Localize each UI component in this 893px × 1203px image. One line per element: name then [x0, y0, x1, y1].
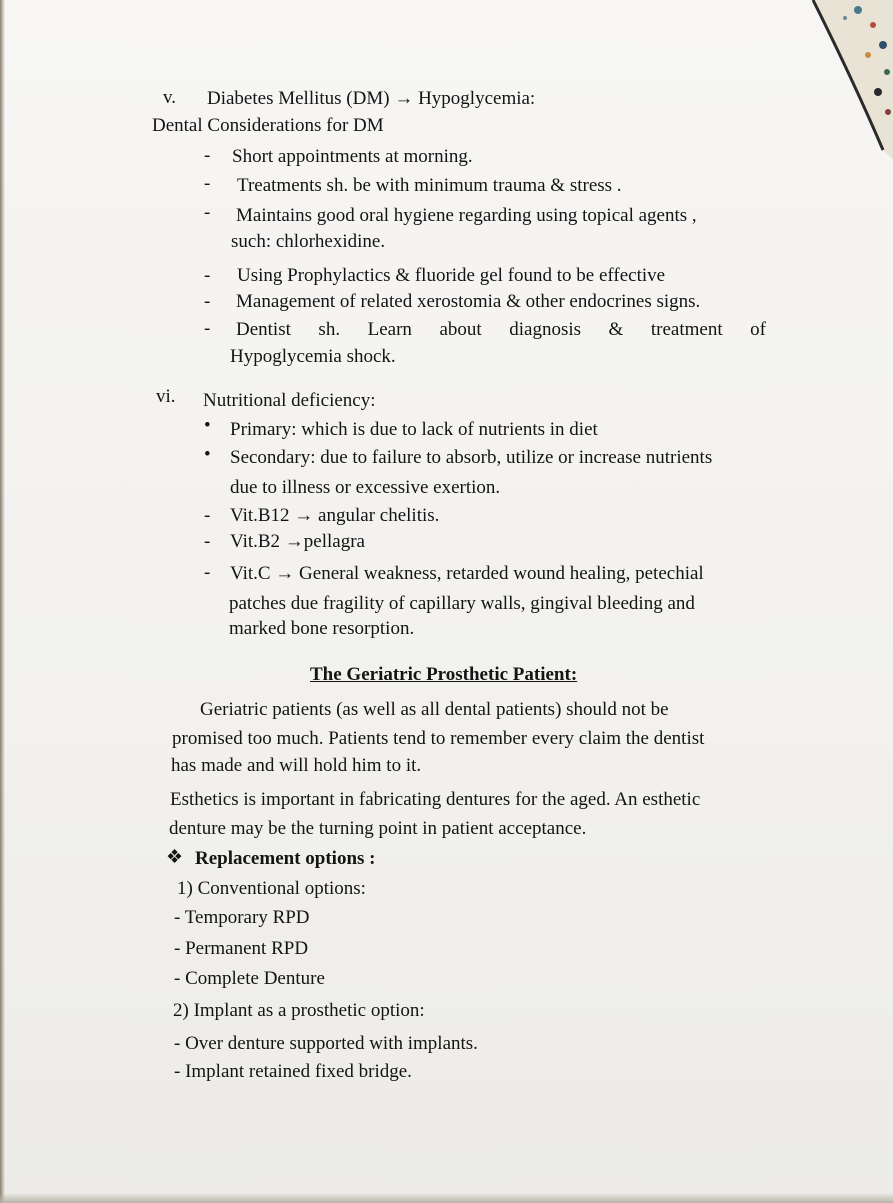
- list-item: Vit.B2 →pellagra: [230, 531, 365, 552]
- list-item-continuation: due to illness or excessive exertion.: [230, 477, 501, 498]
- list-item: Using Prophylactics & fluoride gel found to be effective: [237, 265, 666, 286]
- dash-bullet: -: [204, 318, 211, 339]
- list-item: Vit.C → General weakness, retarded wound healing, petechial: [230, 563, 704, 584]
- list-item: [236, 204, 766, 228]
- list-item: Management of related xerostomia & other endocrines signs.: [236, 291, 701, 312]
- list-item: - Complete Denture: [174, 968, 325, 989]
- dash-bullet: -: [204, 145, 211, 166]
- dash-bullet: -: [204, 291, 211, 312]
- dash-bullet: -: [204, 505, 211, 526]
- list-item: Dentist sh. Learn about diagnosis & treatment of: [236, 319, 766, 340]
- list-item: - Permanent RPD: [174, 938, 309, 959]
- dash-bullet: -: [204, 202, 211, 223]
- replacement-heading: Replacement options :: [195, 848, 376, 869]
- list-item: Vit.B12 → angular chelitis.: [230, 505, 440, 526]
- implant-heading: 2) Implant as a prosthetic option:: [173, 1000, 425, 1021]
- round-bullet: •: [204, 415, 211, 436]
- list-item-continuation: such: chlorhexidine.: [231, 231, 386, 252]
- section-title: The Geriatric Prosthetic Patient:: [310, 664, 578, 685]
- diamond-bullet-icon: ❖: [166, 847, 184, 868]
- page-bottom-edge: [0, 1193, 893, 1203]
- paragraph-line: Geriatric patients (as well as all dental patients) should not be: [200, 699, 669, 720]
- paragraph-line: Esthetics is important in fabricating dentures for the aged. An esthetic: [170, 789, 701, 810]
- list-item-continuation: Hypoglycemia shock.: [230, 346, 396, 367]
- list-item: Primary: which is due to lack of nutrients in diet: [230, 419, 598, 440]
- folded-corner-decoration: [783, 0, 893, 160]
- paragraph-line: has made and will hold him to it.: [171, 755, 422, 776]
- paragraph-line: denture may be the turning point in patient acceptance.: [169, 818, 587, 839]
- paragraph-line: promised too much. Patients tend to remember every claim the dentist: [172, 728, 705, 749]
- section-vi-number: vi.: [156, 386, 176, 407]
- section-v-heading: Diabetes Mellitus (DM) → Hypoglycemia:: [207, 88, 536, 109]
- section-vi-heading: Nutritional deficiency:: [203, 390, 376, 411]
- section-v-subheading: Dental Considerations for DM: [152, 115, 384, 136]
- conventional-heading: 1) Conventional options:: [177, 878, 366, 899]
- list-item: - Temporary RPD: [174, 907, 310, 928]
- dash-bullet: -: [204, 531, 211, 552]
- list-item: Secondary: due to failure to absorb, utilize or increase nutrients: [230, 447, 713, 468]
- dash-bullet: -: [204, 562, 211, 583]
- dash-bullet: -: [204, 265, 211, 286]
- list-item: Short appointments at morning.: [232, 146, 473, 167]
- list-item: - Over denture supported with implants.: [174, 1033, 478, 1054]
- list-item-continuation: patches due fragility of capillary walls, gingival bleeding and: [229, 593, 695, 614]
- list-item: - Implant retained fixed bridge.: [174, 1061, 412, 1082]
- page-left-edge: [0, 0, 5, 1203]
- list-item-continuation: marked bone resorption.: [229, 618, 415, 639]
- dash-bullet: -: [204, 173, 211, 194]
- list-item: Treatments sh. be with minimum trauma & stress .: [237, 175, 622, 196]
- section-v-number: v.: [163, 87, 177, 108]
- round-bullet: •: [204, 444, 211, 465]
- list-item-text: Maintains good oral hygiene regarding using topical agents ,: [236, 205, 697, 226]
